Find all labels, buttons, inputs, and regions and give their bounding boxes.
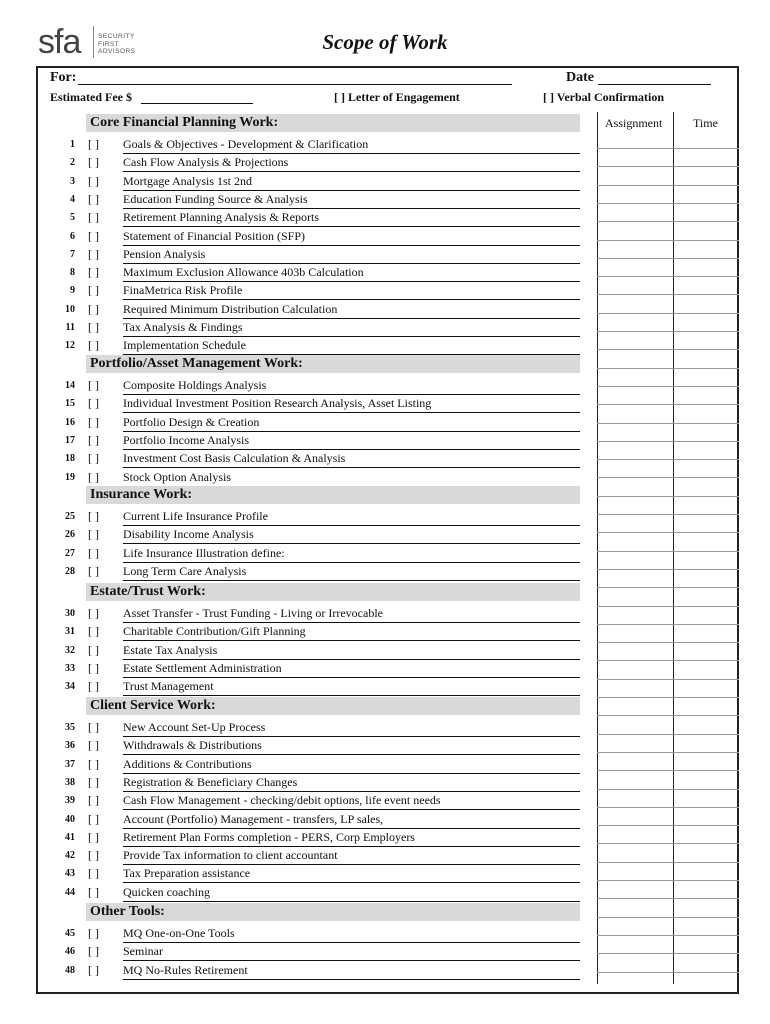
item-checkbox[interactable]: [ ] (88, 866, 99, 881)
grid-row-line (597, 862, 739, 863)
item-checkbox[interactable]: [ ] (88, 265, 99, 280)
item-checkbox[interactable]: [ ] (88, 451, 99, 466)
logo-tagline-line: ADVISORS (98, 48, 136, 55)
item-label: Disability Income Analysis (123, 527, 580, 544)
section-header: Estate/Trust Work: (86, 583, 580, 601)
item-label: Tax Preparation assistance (123, 866, 580, 883)
item-label: Provide Tax information to client accountant (123, 848, 580, 865)
date-field[interactable] (598, 84, 711, 85)
item-checkbox[interactable]: [ ] (88, 738, 99, 753)
item-checkbox[interactable]: [ ] (88, 848, 99, 863)
item-label: Stock Option Analysis (123, 470, 580, 487)
grid-row-line (597, 660, 739, 661)
item-checkbox[interactable]: [ ] (88, 191, 99, 206)
item-label: Account (Portfolio) Management - transfers, LP sales, (123, 812, 580, 829)
item-number: 4 (70, 193, 75, 205)
grid-row-line (597, 880, 739, 881)
grid-row-line (597, 349, 739, 350)
grid-row-line (597, 441, 739, 442)
item-label: Cash Flow Analysis & Projections (123, 155, 580, 172)
item-number: 14 (65, 380, 75, 391)
grid-row-line (597, 770, 739, 771)
grid-row-line (597, 423, 739, 424)
item-number: 33 (65, 662, 75, 674)
item-checkbox[interactable]: [ ] (88, 283, 99, 298)
grid-row-line (597, 569, 739, 570)
item-label: Education Funding Source & Analysis (123, 192, 580, 209)
grid-line (673, 112, 674, 984)
item-checkbox[interactable]: [ ] (88, 414, 99, 429)
section-header: Core Financial Planning Work: (86, 114, 580, 132)
assignment-column-header: Assignment (605, 116, 663, 130)
item-checkbox[interactable]: [ ] (88, 642, 99, 657)
item-label: Composite Holdings Analysis (123, 378, 580, 395)
grid-row-line (597, 148, 739, 149)
item-number: 46 (65, 946, 75, 958)
item-number: 3 (70, 175, 75, 187)
item-label: Tax Analysis & Findings (123, 320, 580, 337)
item-number: 43 (65, 868, 75, 880)
item-label: Implementation Schedule (123, 338, 580, 355)
grid-row-line (597, 514, 739, 515)
grid-row-line (597, 294, 739, 295)
item-label: Cash Flow Management - checking/debit options, life event needs (123, 793, 580, 810)
item-checkbox[interactable]: [ ] (88, 338, 99, 353)
item-number: 7 (70, 248, 75, 260)
section-header: Client Service Work: (86, 697, 580, 715)
grid-row-line (597, 752, 739, 753)
grid-row-line (597, 715, 739, 716)
item-checkbox[interactable]: [ ] (88, 756, 99, 771)
grid-row-line (597, 276, 739, 277)
item-checkbox[interactable]: [ ] (88, 432, 99, 447)
item-number: 30 (65, 608, 75, 619)
grid-row-line (597, 496, 739, 497)
item-checkbox[interactable]: [ ] (88, 155, 99, 170)
item-number: 5 (70, 212, 75, 224)
grid-row-line (597, 789, 739, 790)
item-number: 45 (65, 928, 75, 939)
grid-row-line (597, 166, 739, 167)
item-label: MQ One-on-One Tools (123, 926, 580, 943)
item-number: 42 (65, 850, 75, 862)
item-label: MQ No-Rules Retirement (123, 963, 580, 980)
item-number: 8 (70, 267, 75, 279)
item-number: 11 (65, 322, 75, 333)
grid-row-line (597, 679, 739, 680)
grid-row-line (597, 917, 739, 918)
item-label: Charitable Contribution/Gift Planning (123, 624, 580, 641)
item-number: 19 (65, 471, 75, 483)
item-number: 38 (65, 776, 75, 788)
grid-row-line (597, 898, 739, 899)
item-number: 12 (65, 340, 75, 352)
item-number: 37 (65, 758, 75, 770)
grid-row-line (597, 606, 739, 607)
grid-row-line (597, 587, 739, 588)
item-number: 26 (65, 529, 75, 541)
item-label: Estate Tax Analysis (123, 643, 580, 660)
item-checkbox[interactable]: [ ] (88, 720, 99, 734)
item-checkbox[interactable]: [ ] (88, 378, 99, 392)
item-checkbox[interactable]: [ ] (88, 210, 99, 225)
item-checkbox[interactable]: [ ] (88, 137, 99, 151)
grid-row-line (597, 459, 739, 460)
letter-of-engagement-option[interactable]: [ ] Letter of Engagement (334, 90, 460, 104)
grid-row-line (597, 825, 739, 826)
grid-row-line (597, 203, 739, 204)
item-label: Investment Cost Basis Calculation & Analysis (123, 451, 580, 468)
item-number: 27 (65, 547, 75, 559)
item-checkbox[interactable]: [ ] (88, 509, 99, 523)
item-label: Registration & Beneficiary Changes (123, 775, 580, 792)
item-checkbox[interactable]: [ ] (88, 926, 99, 940)
item-number: 25 (65, 511, 75, 522)
item-number: 18 (65, 453, 75, 465)
item-checkbox[interactable]: [ ] (88, 679, 99, 694)
grid-row-line (597, 935, 739, 936)
item-label: Portfolio Design & Creation (123, 415, 580, 432)
item-number: 44 (65, 886, 75, 898)
item-checkbox[interactable]: [ ] (88, 563, 99, 578)
verbal-confirmation-option[interactable]: [ ] Verbal Confirmation (543, 90, 664, 104)
item-number: 48 (65, 964, 75, 976)
item-checkbox[interactable]: [ ] (88, 527, 99, 542)
item-number: 10 (65, 303, 75, 315)
item-checkbox[interactable]: [ ] (88, 320, 99, 334)
item-checkbox[interactable]: [ ] (88, 962, 99, 977)
item-checkbox[interactable]: [ ] (88, 660, 99, 675)
grid-row-line (597, 368, 739, 369)
item-number: 6 (70, 230, 75, 242)
grid-row-line (597, 624, 739, 625)
logo-tagline-line: FIRST (98, 40, 120, 48)
item-label: Individual Investment Position Research Analysis, Asset Listing (123, 396, 580, 413)
grid-row-line (597, 240, 739, 241)
grid-row-line (597, 313, 739, 314)
item-checkbox[interactable]: [ ] (88, 246, 99, 261)
item-label: Withdrawals & Distributions (123, 738, 580, 755)
grid-row-line (597, 258, 739, 259)
item-checkbox[interactable]: [ ] (88, 469, 99, 484)
item-label: Required Minimum Distribution Calculation (123, 302, 580, 319)
item-label: Statement of Financial Position (SFP) (123, 229, 580, 246)
grid-row-line (597, 477, 739, 478)
grid-row-line (597, 642, 739, 643)
item-label: Maximum Exclusion Allowance 403b Calculation (123, 265, 580, 282)
item-number: 15 (65, 398, 75, 410)
item-label: Life Insurance Illustration define: (123, 546, 580, 563)
item-label: Pension Analysis (123, 247, 580, 264)
grid-row-line (597, 532, 739, 533)
grid-line (597, 112, 598, 984)
estimated-fee-label: Estimated Fee $ (50, 90, 132, 104)
item-number: 31 (65, 626, 75, 638)
item-label: Portfolio Income Analysis (123, 433, 580, 450)
item-number: 28 (65, 565, 75, 577)
item-checkbox[interactable]: [ ] (88, 545, 99, 560)
for-label: For: (50, 70, 77, 85)
logo-tagline-line: SECURITY (98, 33, 135, 40)
estimated-fee-field[interactable] (141, 103, 253, 104)
item-label: FinaMetrica Risk Profile (123, 283, 580, 300)
date-label: Date (566, 70, 594, 85)
item-number: 36 (65, 740, 75, 752)
grid-row-line (597, 221, 739, 222)
item-label: Retirement Planning Analysis & Reports (123, 210, 580, 227)
item-number: 35 (65, 722, 75, 733)
item-label: Current Life Insurance Profile (123, 509, 580, 526)
item-number: 16 (65, 416, 75, 428)
item-label: Estate Settlement Administration (123, 661, 580, 678)
item-number: 2 (70, 157, 75, 169)
item-checkbox[interactable]: [ ] (88, 944, 99, 959)
item-checkbox[interactable]: [ ] (88, 793, 99, 808)
item-number: 9 (70, 285, 75, 297)
item-label: Mortgage Analysis 1st 2nd (123, 174, 580, 191)
item-number: 1 (70, 139, 75, 150)
grid-row-line (597, 807, 739, 808)
item-number: 40 (65, 813, 75, 825)
grid-row-line (597, 953, 739, 954)
grid-row-line (597, 404, 739, 405)
grid-row-line (597, 972, 739, 973)
item-checkbox[interactable]: [ ] (88, 774, 99, 789)
item-number: 17 (65, 434, 75, 446)
item-label: Asset Transfer - Trust Funding - Living or Irrevocable (123, 606, 580, 623)
item-number: 41 (65, 831, 75, 843)
item-label: Quicken coaching (123, 885, 580, 902)
section-header: Other Tools: (86, 903, 580, 921)
item-label: Retirement Plan Forms completion - PERS, Corp Employers (123, 830, 580, 847)
grid-row-line (597, 185, 739, 186)
item-label: Trust Management (123, 679, 580, 696)
grid-row-line (597, 697, 739, 698)
item-label: New Account Set-Up Process (123, 720, 580, 737)
for-field[interactable] (78, 84, 512, 85)
grid-row-line (597, 734, 739, 735)
item-checkbox[interactable]: [ ] (88, 228, 99, 243)
item-number: 34 (65, 681, 75, 693)
page-title: Scope of Work (322, 30, 448, 54)
section-header: Insurance Work: (86, 486, 580, 504)
grid-row-line (597, 386, 739, 387)
grid-row-line (597, 551, 739, 552)
item-checkbox[interactable]: [ ] (88, 396, 99, 411)
item-checkbox[interactable]: [ ] (88, 606, 99, 620)
item-label: Long Term Care Analysis (123, 564, 580, 581)
item-checkbox[interactable]: [ ] (88, 173, 99, 188)
item-checkbox[interactable]: [ ] (88, 811, 99, 826)
grid-row-line (597, 843, 739, 844)
item-number: 39 (65, 795, 75, 807)
item-label: Additions & Contributions (123, 757, 580, 774)
logo-mark: sfa (38, 23, 81, 61)
item-checkbox[interactable]: [ ] (88, 624, 99, 639)
item-label: Goals & Objectives - Development & Clarification (123, 137, 580, 154)
section-header: Portfolio/Asset Management Work: (86, 355, 580, 373)
item-checkbox[interactable]: [ ] (88, 829, 99, 844)
item-number: 32 (65, 644, 75, 656)
item-checkbox[interactable]: [ ] (88, 884, 99, 899)
grid-row-line (597, 331, 739, 332)
time-column-header: Time (693, 116, 718, 130)
item-label: Seminar (123, 944, 580, 961)
item-checkbox[interactable]: [ ] (88, 301, 99, 316)
